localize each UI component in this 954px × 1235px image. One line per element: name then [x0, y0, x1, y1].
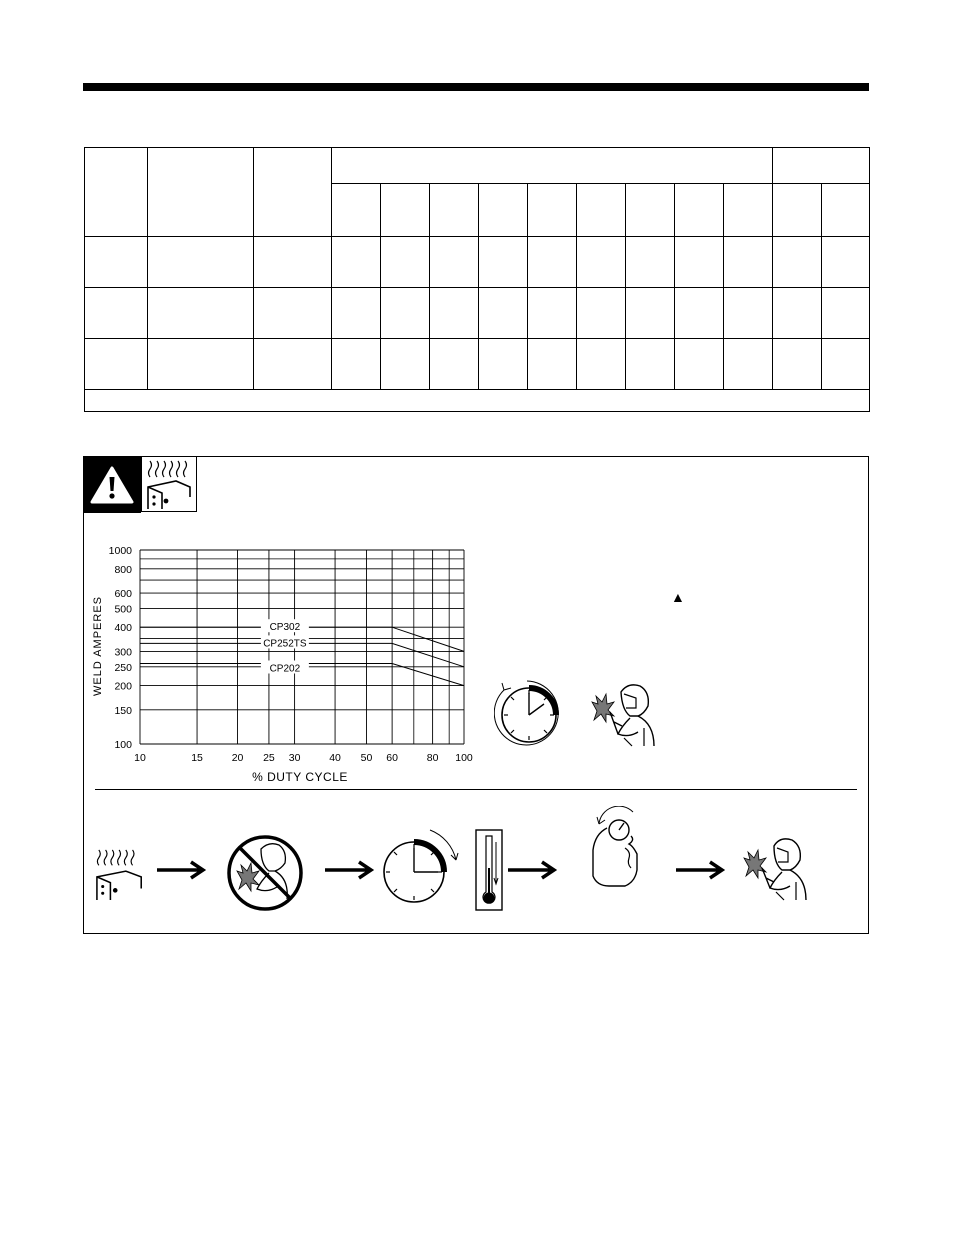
table-cell: [85, 237, 148, 288]
table-cell: [430, 288, 479, 339]
y-tick-label: 250: [114, 661, 132, 674]
table-cell: [148, 288, 254, 339]
table-cell: [479, 184, 528, 237]
table-cell: [675, 237, 724, 288]
section-divider: [95, 789, 857, 790]
table-row: [85, 288, 870, 339]
table-cell: [479, 288, 528, 339]
x-tick-label: 100: [455, 752, 473, 764]
table-cell: [675, 288, 724, 339]
table-cell: [528, 184, 577, 237]
series-label: CP202: [269, 663, 301, 675]
table-cell: [430, 184, 479, 237]
table-cell: [254, 288, 332, 339]
table-cell: [626, 184, 675, 237]
table-cell: [381, 184, 430, 237]
arrow-right-icon: [508, 860, 558, 880]
table-cell: [332, 184, 381, 237]
x-axis-label: % DUTY CYCLE: [252, 770, 348, 784]
y-tick-label: 1000: [108, 545, 132, 557]
x-tick-label: 60: [386, 752, 398, 764]
y-tick-label: 500: [114, 603, 132, 616]
table-cell: [85, 288, 148, 339]
x-tick-label: 40: [329, 752, 341, 764]
x-tick-label: 25: [263, 752, 275, 764]
hot-machine-icon: [141, 456, 197, 512]
welder-icon: [740, 834, 814, 904]
table-row: [85, 339, 870, 390]
table-cell: [675, 184, 724, 237]
x-tick-labels: [134, 752, 473, 764]
table-cell: [332, 148, 773, 184]
table-cell: [773, 148, 870, 184]
table-cell: [381, 237, 430, 288]
table-cell: [430, 237, 479, 288]
arrow-right-icon: [157, 860, 207, 880]
table-cell: [724, 237, 773, 288]
hot-machine-icon: [95, 845, 147, 903]
table-cell: [724, 184, 773, 237]
table-cell: [773, 184, 822, 237]
table-cell: [254, 237, 332, 288]
table-cell: [822, 184, 870, 237]
hand-dial-icon: [585, 806, 655, 888]
y-tick-label: 600: [114, 588, 132, 601]
table-cell: [822, 288, 870, 339]
table-cell: [381, 339, 430, 390]
table-cell: [626, 288, 675, 339]
table-cell: [479, 237, 528, 288]
table-cell: [626, 339, 675, 390]
table-cell: [675, 339, 724, 390]
table-cell: [822, 237, 870, 288]
clock-icon: [380, 826, 464, 906]
warning-marker: ▲: [671, 589, 685, 605]
top-rule: [83, 83, 869, 91]
y-tick-label: 300: [114, 646, 132, 659]
table-cell: [381, 288, 430, 339]
y-axis-label: WELD AMPERES: [92, 595, 104, 697]
y-tick-label: 200: [114, 680, 132, 693]
x-tick-label: 80: [426, 752, 439, 764]
table-cell: [724, 288, 773, 339]
table-cell: [773, 288, 822, 339]
table-cell: [773, 237, 822, 288]
table-cell: [724, 339, 773, 390]
arrow-right-icon: [325, 860, 375, 880]
thermometer-icon: [474, 828, 504, 912]
table-cell: [254, 339, 332, 390]
x-tick-label: 15: [191, 752, 203, 764]
table-cell: [577, 237, 626, 288]
y-tick-labels: [109, 545, 133, 751]
table-cell: [148, 148, 254, 237]
table-cell: [479, 339, 528, 390]
table-cell: [528, 339, 577, 390]
duty-cycle-spec-table: [84, 147, 870, 412]
x-tick-label: 30: [288, 752, 301, 764]
table-cell: [430, 339, 479, 390]
y-tick-label: 150: [114, 704, 132, 717]
table-cell: [148, 339, 254, 390]
y-tick-label: 400: [114, 622, 132, 635]
y-tick-label: 100: [114, 739, 132, 751]
table-cell: [822, 339, 870, 390]
table-cell: [577, 288, 626, 339]
table-cell: [85, 148, 148, 237]
x-tick-label: 10: [134, 752, 146, 764]
arrow-right-icon: [676, 860, 726, 880]
warning-triangle-icon: [83, 456, 141, 513]
table-cell: [85, 339, 148, 390]
clock-icon: [494, 678, 564, 748]
series-label: CP302: [269, 622, 301, 634]
y-tick-label: 800: [114, 563, 132, 576]
table-cell: [148, 237, 254, 288]
table-footer-row: [85, 390, 870, 412]
table-cell: [773, 339, 822, 390]
table-header-row: [85, 148, 870, 184]
x-tick-label: 50: [360, 752, 373, 764]
table-cell: [254, 148, 332, 237]
table-cell: [332, 288, 381, 339]
duty-cycle-chart: [88, 536, 488, 788]
table-row: [85, 237, 870, 288]
table-cell: [626, 237, 675, 288]
table-cell: [577, 184, 626, 237]
table-cell: [332, 237, 381, 288]
welder-icon: [588, 680, 660, 748]
table-cell: [332, 339, 381, 390]
table-cell: [577, 339, 626, 390]
series-label: CP252TS: [263, 638, 307, 650]
no-welding-icon: [225, 833, 305, 913]
chart-series: [140, 619, 464, 685]
x-tick-label: 20: [231, 752, 244, 764]
table-cell: [528, 237, 577, 288]
table-cell: [85, 390, 870, 412]
table-cell: [528, 288, 577, 339]
